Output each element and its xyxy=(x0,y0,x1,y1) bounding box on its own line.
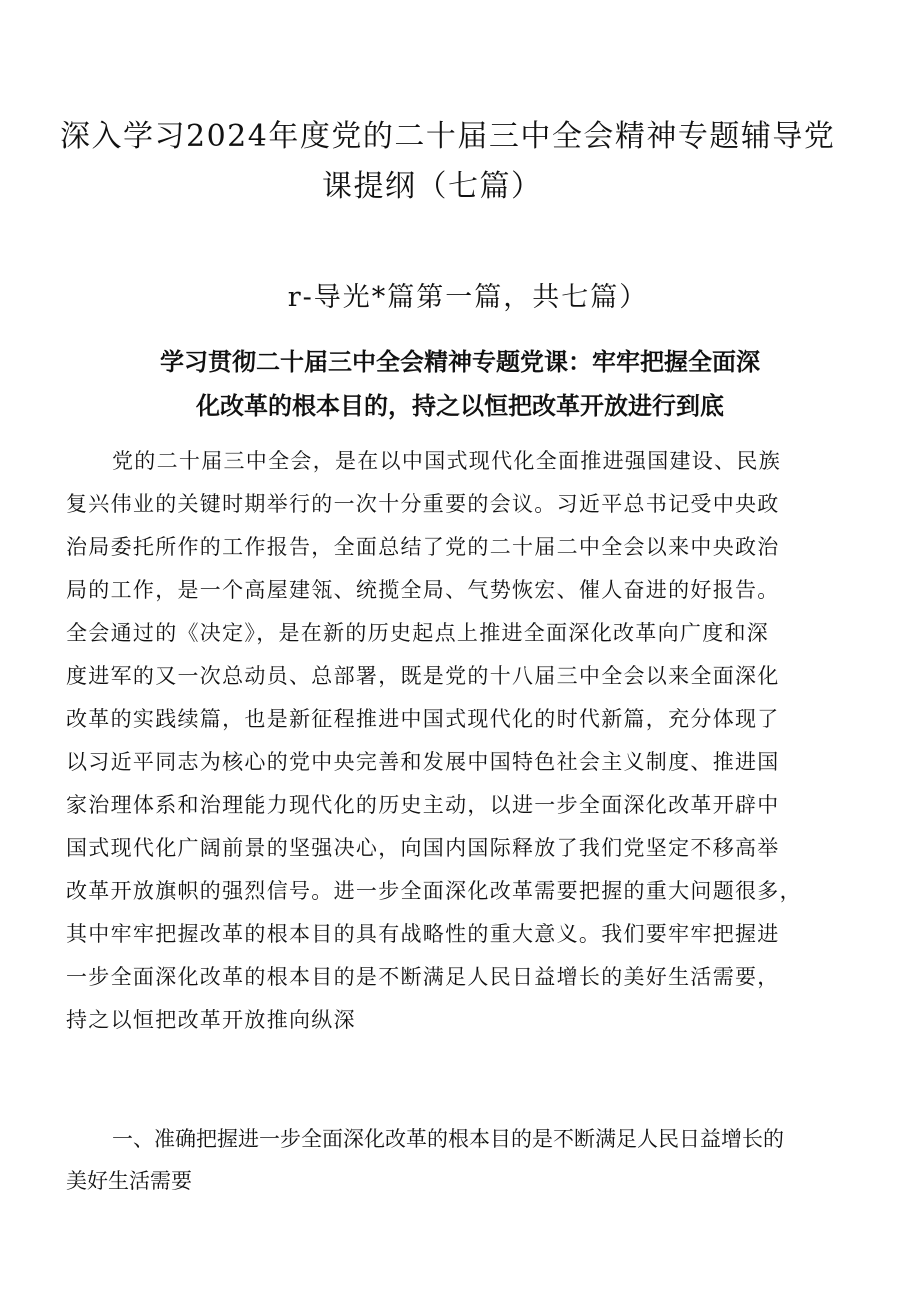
article-subtitle-line-2: 化改革的根本目的，持之以恒把改革开放进行到底 xyxy=(196,392,724,420)
body-line: 家治理体系和治理能力现代化的历史主动，以进一步全面深化改革开辟中 xyxy=(66,793,780,817)
body-line: 持之以恒把改革开放推向纵深 xyxy=(66,1008,356,1032)
section-heading xyxy=(66,1118,856,1202)
section-heading-line-2: 美好生活需要 xyxy=(66,1169,192,1193)
document-title-line-1: 深入学习2024年度党的二十届三中全会精神专题辅导党 xyxy=(60,119,836,154)
article-subtitle xyxy=(100,340,820,428)
body-line: 改革的实践续篇，也是新征程推进中国式现代化的时代新篇，充分体现了 xyxy=(66,707,780,731)
body-line: 度进军的又一次总动员、总部署，既是党的十八届三中全会以来全面深化 xyxy=(66,664,780,688)
body-line: 党的二十届三中全会，是在以中国式现代化全面推进强国建设、民族 xyxy=(112,449,781,473)
body-paragraph xyxy=(66,440,856,1042)
document-title xyxy=(60,112,860,212)
body-line: 复兴伟业的关键时期举行的一次十分重要的会议。习近平总书记受中央政 xyxy=(66,492,780,516)
article-subtitle-line-1: 学习贯彻二十届三中全会精神专题党课：牢牢把握全面深 xyxy=(160,348,760,376)
body-line: 局的工作，是一个高屋建瓴、统揽全局、气势恢宏、催人奋进的好报告。 xyxy=(66,578,780,602)
body-line: 改革开放旗帜的强烈信号。进一步全面深化改革需要把握的重大问题很多， xyxy=(66,879,802,903)
body-line: 治局委托所作的工作报告，全面总结了党的二十届二中全会以来中央政治 xyxy=(66,535,780,559)
body-line: 以习近平同志为核心的党中央完善和发展中国特色社会主义制度、推进国 xyxy=(66,750,780,774)
section-heading-line-1: 一、准确把握进一步全面深化改革的根本目的是不断满足人民日益增长的 xyxy=(112,1127,784,1151)
body-line: 全会通过的《决定》，是在新的历史起点上推进全面深化改革向广度和深 xyxy=(66,621,770,645)
series-label: r-导光*篇第一篇，共七篇） xyxy=(287,282,649,313)
document-title-line-2: 课提纲（七篇） xyxy=(322,169,543,204)
body-line: 一步全面深化改革的根本目的是不断满足人民日益增长的美好生活需要， xyxy=(66,965,780,989)
body-line: 国式现代化广阔前景的坚强决心，向国内国际释放了我们党坚定不移高举 xyxy=(66,836,780,860)
body-line: 其中牢牢把握改革的根本目的具有战略性的重大意义。我们要牢牢把握进 xyxy=(66,922,780,946)
